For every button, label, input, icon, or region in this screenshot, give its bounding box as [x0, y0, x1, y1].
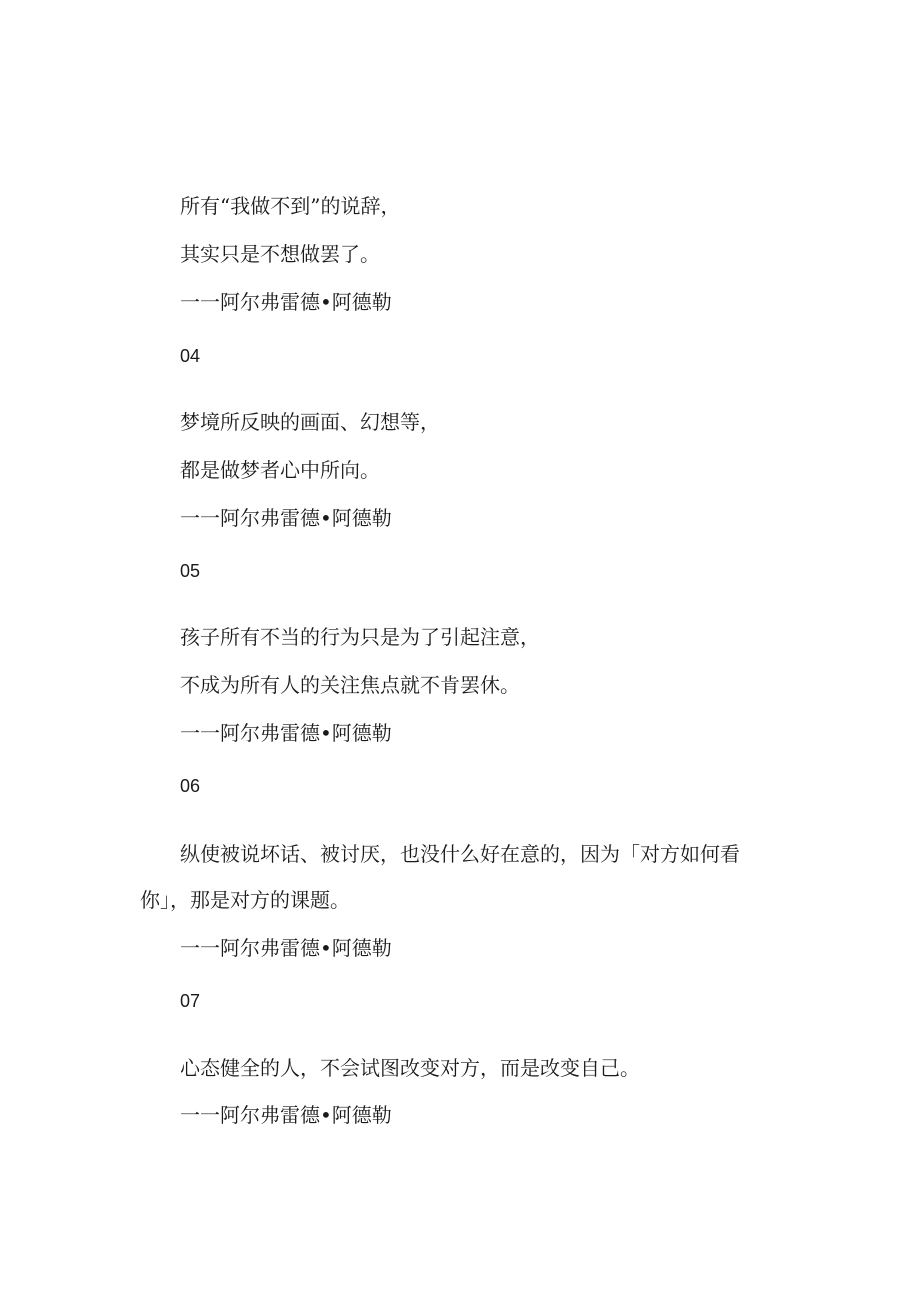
quote-attribution: 一一阿尔弗雷德•阿德勒	[180, 290, 392, 314]
quote-number: 04	[180, 346, 201, 366]
quote-line: 你」，那是对方的课题。	[140, 888, 350, 912]
quote-number: 07	[180, 991, 201, 1011]
quote-attribution: 一一阿尔弗雷德•阿德勒	[180, 1103, 392, 1127]
quote-line: 都是做梦者心中所向。	[180, 458, 380, 482]
quote-line: 其实只是不想做罢了。	[180, 242, 380, 266]
quote-attribution: 一一阿尔弗雷德•阿德勒	[180, 506, 392, 530]
quote-line: 孩子所有不当的行为只是为了引起注意，	[180, 625, 540, 649]
quote-line: 不成为所有人的关注焦点就不肯罢休。	[180, 673, 520, 697]
quote-line: 心态健全的人，不会试图改变对方，而是改变自己。	[180, 1056, 640, 1080]
quote-attribution: 一一阿尔弗雷德•阿德勒	[180, 721, 392, 745]
quote-line: 梦境所反映的画面、幻想等，	[180, 410, 440, 434]
quote-number: 05	[180, 561, 201, 581]
quote-number: 06	[180, 776, 201, 796]
quote-attribution: 一一阿尔弗雷德•阿德勒	[180, 936, 392, 960]
quote-line: 纵使被说坏话、被讨厌，也没什么好在意的，因为「对方如何看	[180, 842, 740, 866]
quote-line: 所有“我做不到”的说辞，	[180, 194, 401, 218]
